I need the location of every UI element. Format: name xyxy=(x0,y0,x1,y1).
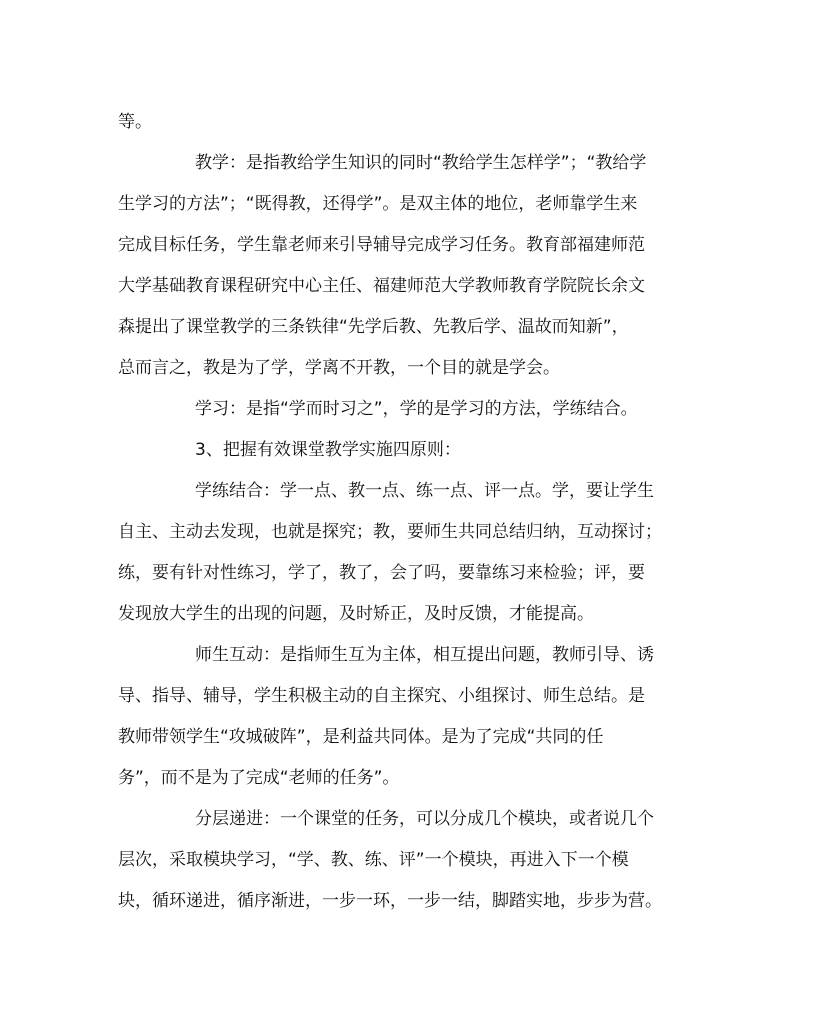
paragraph-learning-line: 学习：是指“学而时习之”，学的是学习的方法，学练结合。 xyxy=(195,399,638,419)
text-line: 总而言之，教是为了学，学离不开教，一个目的就是学会。 xyxy=(118,358,560,378)
text-line: 发现放大学生的出现的问题，及时矫正，及时反馈，才能提高。 xyxy=(118,604,594,624)
text-line: 自主、主动去发现，也就是探究；教，要师生共同总结归纳，互动探讨； xyxy=(118,522,662,542)
text-line: 块，循环递进，循序渐进，一步一环，一步一结，脚踏实地，步步为营。 xyxy=(118,891,662,911)
text-line: 完成目标任务，学生靠老师来引导辅导完成学习任务。教育部福建师范 xyxy=(118,235,645,255)
text-line: 教师带领学生“攻城破阵”，是利益共同体。是为了完成“共同的任 xyxy=(118,727,604,747)
text-line: 导、指导、辅导，学生积极主动的自主探究、小组探讨、师生总结。是 xyxy=(118,686,645,706)
text-line: 层次，采取模块学习，“学、教、练、评”一个模块，再进入下一个模 xyxy=(118,850,629,870)
section-heading: 3、把握有效课堂教学实施四原则： xyxy=(195,440,461,460)
text-line: 森提出了课堂教学的三条铁律“先学后教、先教后学、温故而知新”， xyxy=(118,317,629,337)
text-line: 练，要有针对性练习，学了，教了，会了吗，要靠练习来检验；评，要 xyxy=(118,563,645,583)
text-line: 等。 xyxy=(118,112,152,132)
text-line: 生学习的方法”；“既得教，还得学”。是双主体的地位，老师靠学生来 xyxy=(118,194,638,214)
paragraph-practice-line: 学练结合：学一点、教一点、练一点、评一点。学，要让学生 xyxy=(195,481,654,501)
paragraph-interaction-line: 师生互动：是指师生互为主体，相互提出问题，教师引导、诱 xyxy=(195,645,654,665)
paragraph-teaching-line: 教学：是指教给学生知识的同时“教给学生怎样学”；“教给学 xyxy=(195,153,647,173)
text-line: 大学基础教育课程研究中心主任、福建师范大学教师教育学院院长余文 xyxy=(118,276,645,296)
text-line: 务”，而不是为了完成“老师的任务”。 xyxy=(118,768,400,788)
paragraph-layering-line: 分层递进：一个课堂的任务，可以分成几个模块，或者说几个 xyxy=(195,809,654,829)
